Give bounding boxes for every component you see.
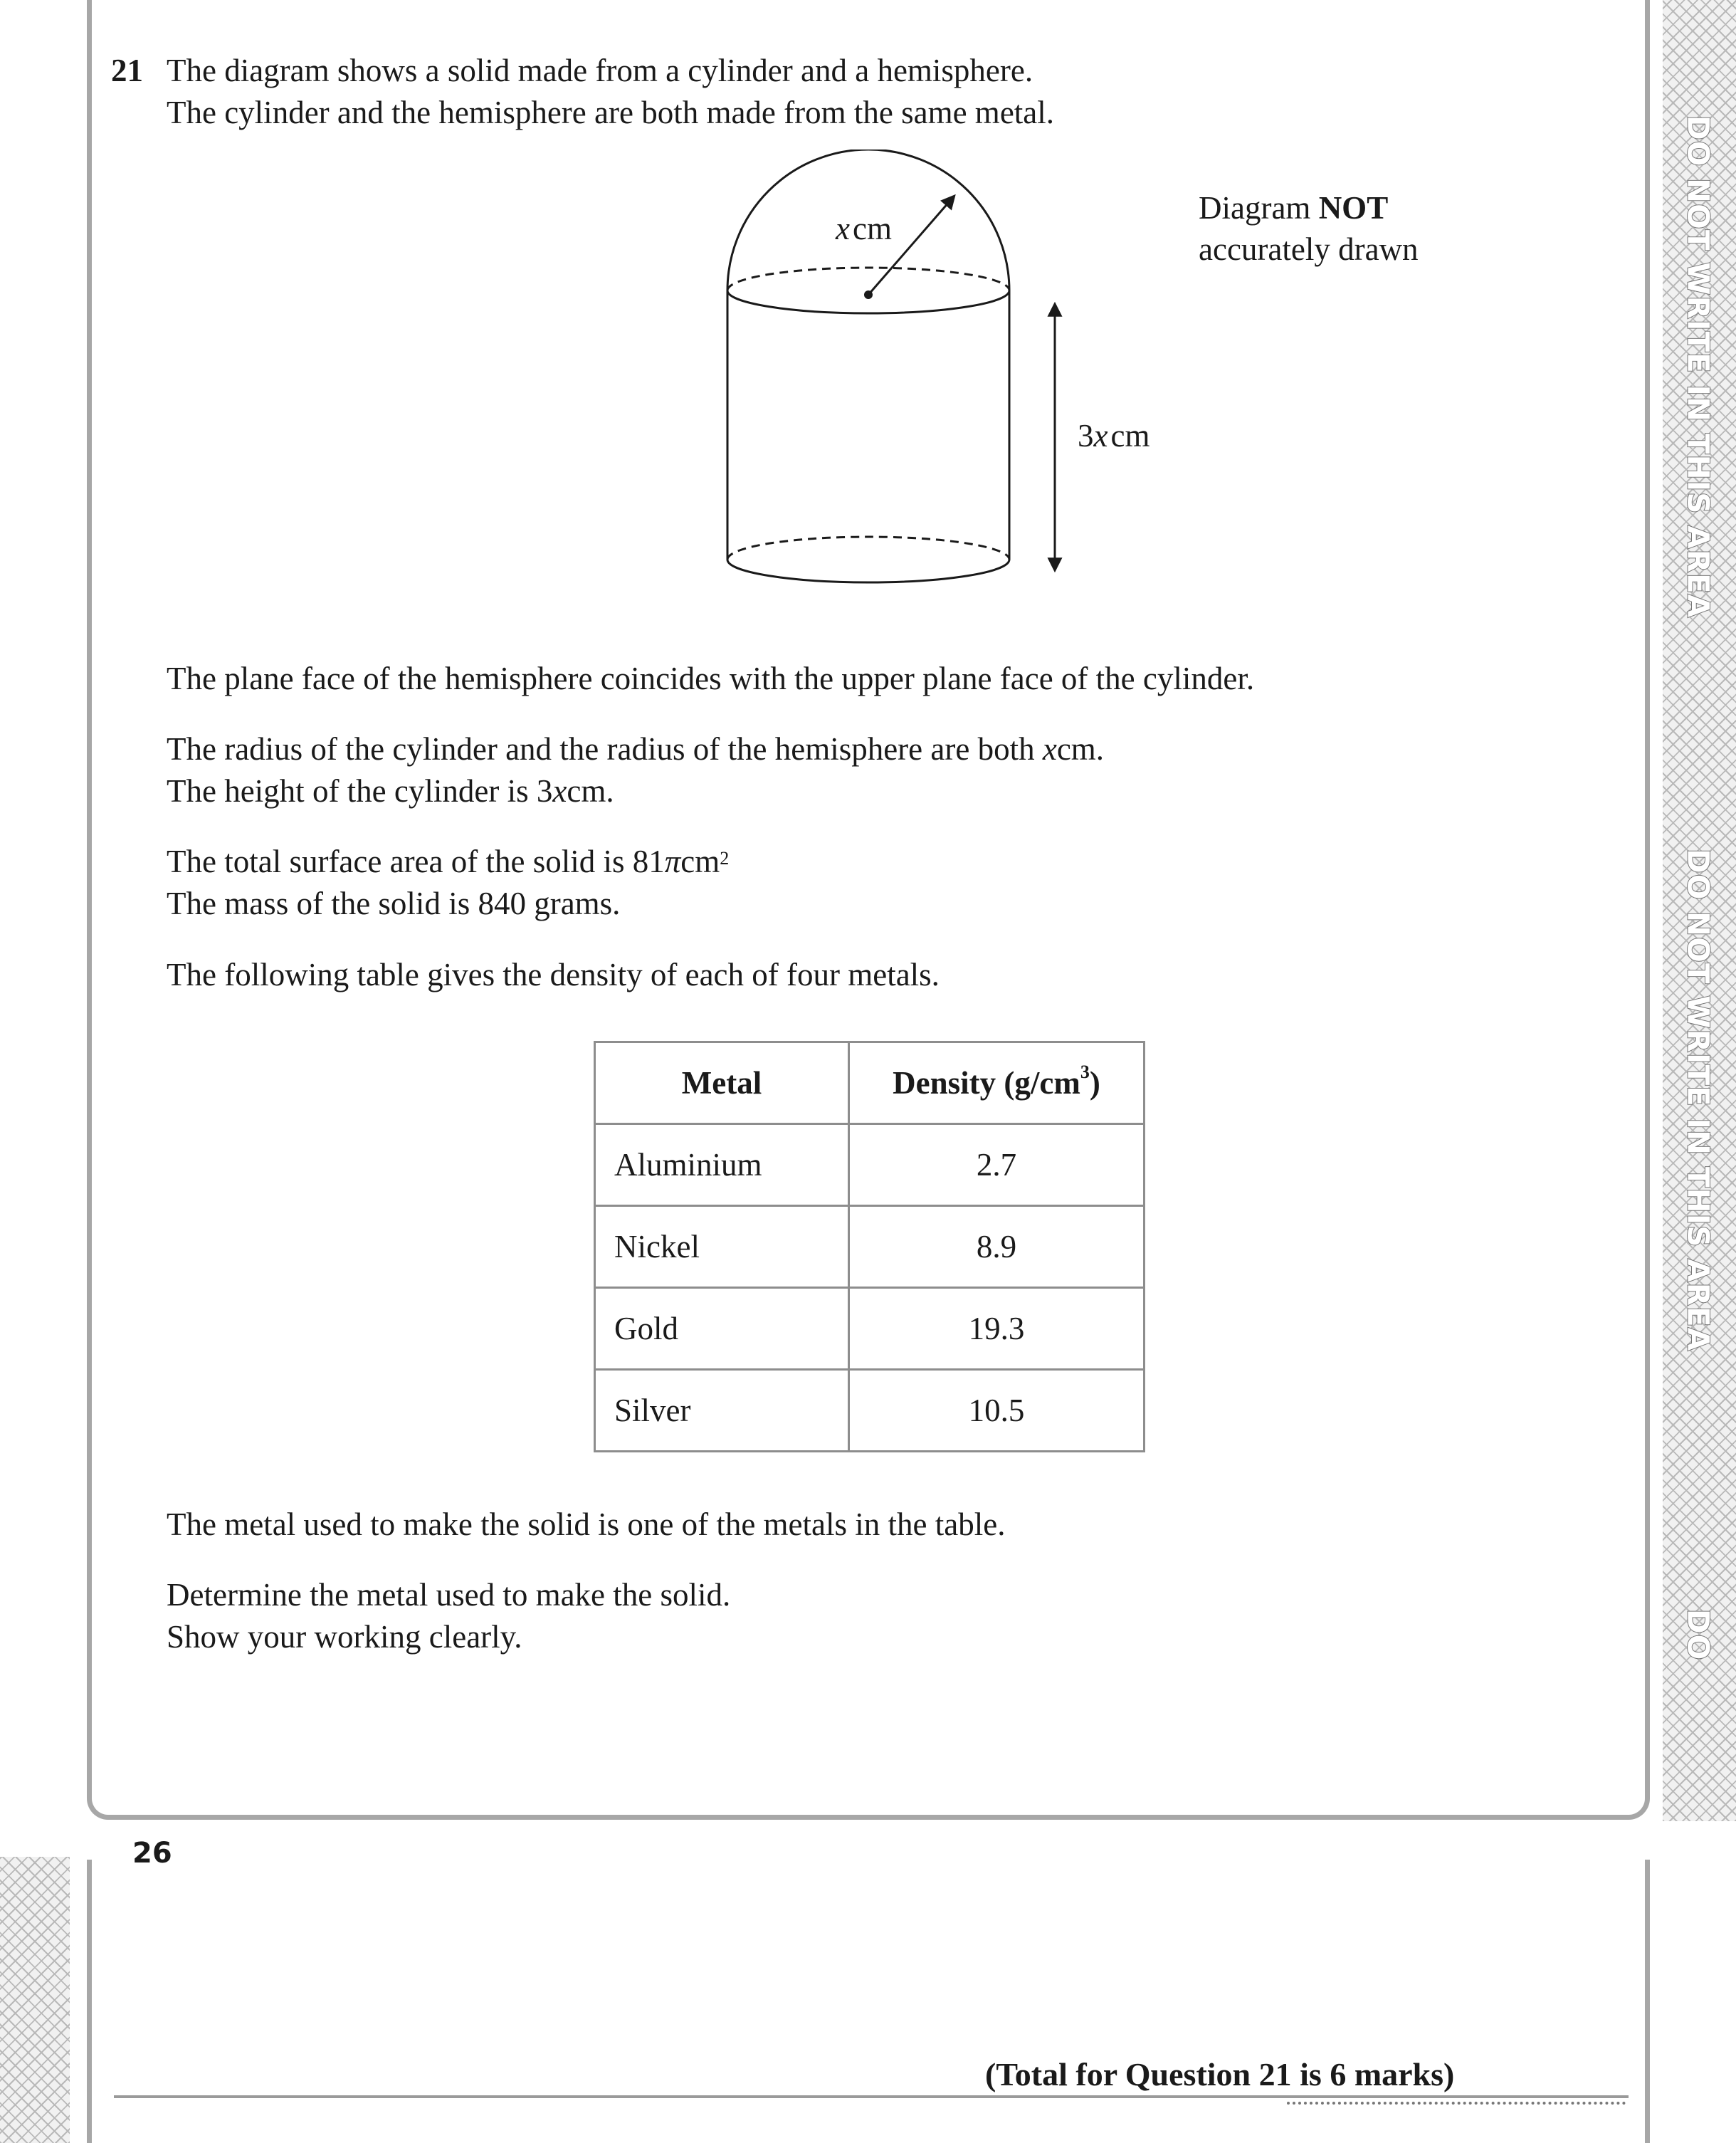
intro-line-1: The diagram shows a solid made from a cylinder and a hemisphere.: [167, 53, 1033, 88]
question-number: 21: [111, 53, 143, 88]
frame-continuation-left: [87, 1860, 92, 2143]
paragraph-mass: The mass of the solid is 840 grams.: [167, 886, 621, 921]
table-row: [595, 1124, 1145, 1206]
density-table: [594, 1041, 1145, 1452]
radius-label: xcm: [836, 211, 892, 246]
metal-cell: Aluminium: [595, 1124, 849, 1206]
paragraph-determine: Determine the metal used to make the solid.: [167, 1577, 731, 1613]
metal-cell: Silver: [595, 1370, 849, 1452]
total-marks: (Total for Question 21 is 6 marks): [985, 2056, 1455, 2092]
density-cell: 19.3: [849, 1288, 1145, 1370]
bottom-rule: [114, 2095, 1629, 2098]
density-cell: 8.9: [849, 1206, 1145, 1288]
margin-hatch-left: [0, 1857, 70, 2143]
paragraph-metal-used: The metal used to make the solid is one of the metals in the table.: [167, 1507, 1006, 1542]
bottom-ellipse-back: [727, 537, 1009, 560]
top-ellipse-back: [727, 268, 1009, 290]
margin-warning: DO: [1680, 1608, 1716, 1661]
answer-line[interactable]: [1287, 2102, 1626, 2105]
header-density: Density $(g/cm^3)$: [849, 1042, 1145, 1124]
diagram-note: Diagram NOT accurately drawn: [1199, 190, 1419, 267]
metal-cell: Nickel: [595, 1206, 849, 1288]
table-row: [595, 1206, 1145, 1288]
height-label: 3xcm: [1078, 418, 1150, 454]
paragraph-radius: The radius of the cylinder and the radius of the hemisphere are both xcm.: [167, 731, 1105, 767]
frame-continuation-right: [1645, 1860, 1650, 2143]
density-cell: 10.5: [849, 1370, 1145, 1452]
page-number: 26: [132, 1837, 172, 1870]
question-header: [111, 50, 143, 91]
table-row: [595, 1288, 1145, 1370]
paragraph-height: The height of the cylinder is 3xcm.: [167, 773, 614, 809]
density-cell: 2.7: [849, 1124, 1145, 1206]
paragraph-table-intro: The following table gives the density of each of four metals.: [167, 957, 940, 992]
margin-warning: DO NOT WRITE IN THIS AREA: [1680, 848, 1716, 1352]
paragraph-show-working: Show your working clearly.: [167, 1619, 522, 1655]
metal-cell: Gold: [595, 1288, 849, 1370]
cylinder-hemisphere-diagram: [683, 150, 1196, 619]
table-row: [595, 1370, 1145, 1452]
intro-line-2: The cylinder and the hemisphere are both made from the same metal.: [167, 95, 1055, 130]
paragraph-plane-face: The plane face of the hemisphere coincides with the upper plane face of the cylinder.: [167, 661, 1255, 696]
table-header-row: [595, 1042, 1145, 1124]
paragraph-surface-area: The total surface area of the solid is 81πcm$^2$: [167, 844, 730, 879]
bottom-ellipse-front: [727, 560, 1009, 582]
header-metal: Metal: [595, 1042, 849, 1124]
margin-warning: DO NOT WRITE IN THIS AREA: [1680, 115, 1716, 619]
